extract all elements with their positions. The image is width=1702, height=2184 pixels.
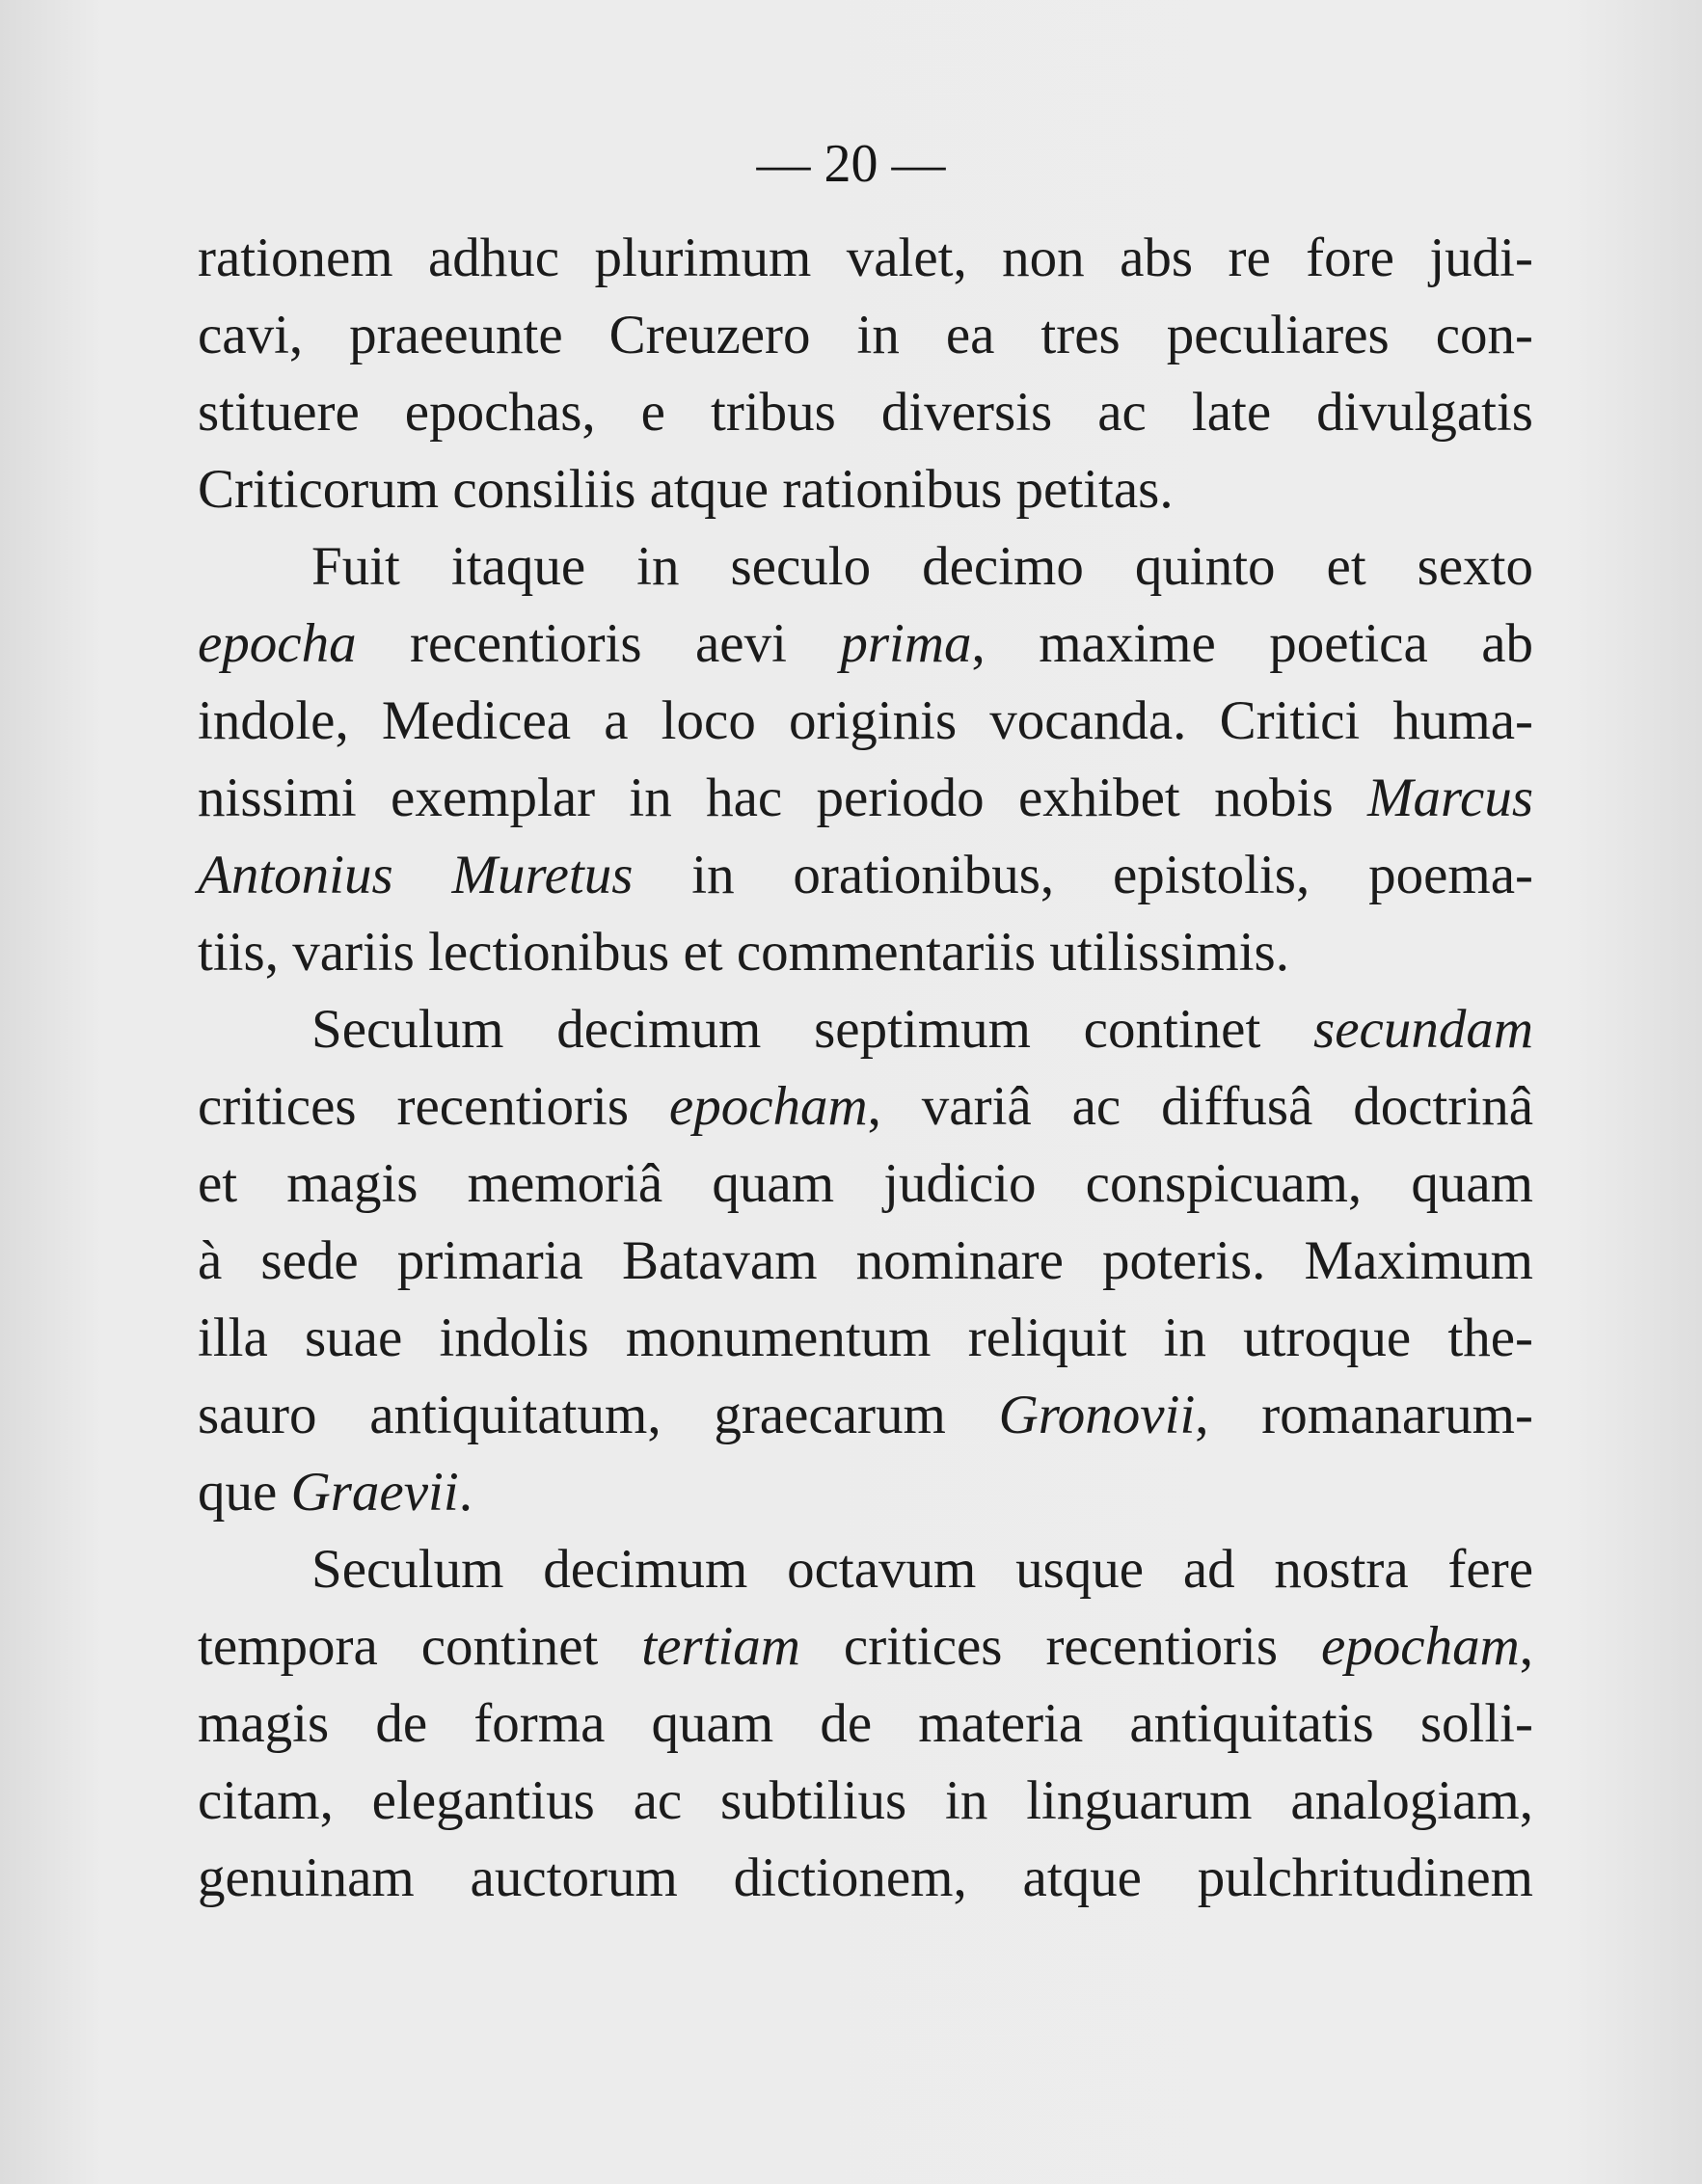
text-line: tempora continet tertiam critices recentioris epocham,	[198, 1616, 1533, 1677]
text-line: citam, elegantius ac subtilius in linguarum analogiam,	[198, 1770, 1533, 1831]
text-line: Seculum decimum octavum usque ad nostra fere	[311, 1539, 1533, 1600]
text-line: indole, Medicea a loco originis vocanda. Critici huma-	[198, 690, 1533, 751]
text-line: magis de forma quam de materia antiquitatis solli-	[198, 1693, 1533, 1754]
text-line: tiis, variis lectionibus et commentariis utilissimis.	[198, 922, 1289, 983]
page-number: — 20 —	[756, 134, 946, 194]
text-line: genuinam auctorum dictionem, atque pulchritudinem	[198, 1847, 1533, 1908]
text-line: que Graevii.	[198, 1462, 473, 1523]
paragraph	[198, 1531, 1533, 1917]
text-line: epocha recentioris aevi prima, maxime poetica ab	[198, 613, 1533, 674]
text-line: critices recentioris epocham, variâ ac diffusâ doctrinâ	[198, 1076, 1533, 1137]
text-line: Fuit itaque in seculo decimo quinto et sexto	[311, 536, 1533, 597]
paragraph	[198, 528, 1533, 991]
text-line: Criticorum consiliis atque rationibus petitas.	[198, 459, 1174, 520]
text-line: nissimi exemplar in hac periodo exhibet nobis Marcus	[198, 768, 1533, 828]
text-line: stituere epochas, e tribus diversis ac late divulgatis	[198, 382, 1533, 443]
text-line: à sede primaria Batavam nominare poteris. Maximum	[198, 1230, 1533, 1291]
text-line: Antonius Muretus in orationibus, epistolis, poema-	[198, 845, 1533, 905]
text-line: sauro antiquitatum, graecarum Gronovii, romanarum-	[198, 1385, 1533, 1445]
text-line: cavi, praeeunte Creuzero in ea tres peculiares con-	[198, 305, 1533, 365]
text-line: et magis memoriâ quam judicio conspicuam, quam	[198, 1153, 1533, 1214]
paragraph	[198, 991, 1533, 1531]
paragraph	[198, 220, 1533, 528]
body-text	[198, 220, 1533, 1917]
text-line: Seculum decimum septimum continet secundam	[311, 999, 1533, 1060]
text-line: rationem adhuc plurimum valet, non abs re fore judi-	[198, 228, 1533, 288]
text-line: illa suae indolis monumentum reliquit in utroque the-	[198, 1308, 1533, 1368]
